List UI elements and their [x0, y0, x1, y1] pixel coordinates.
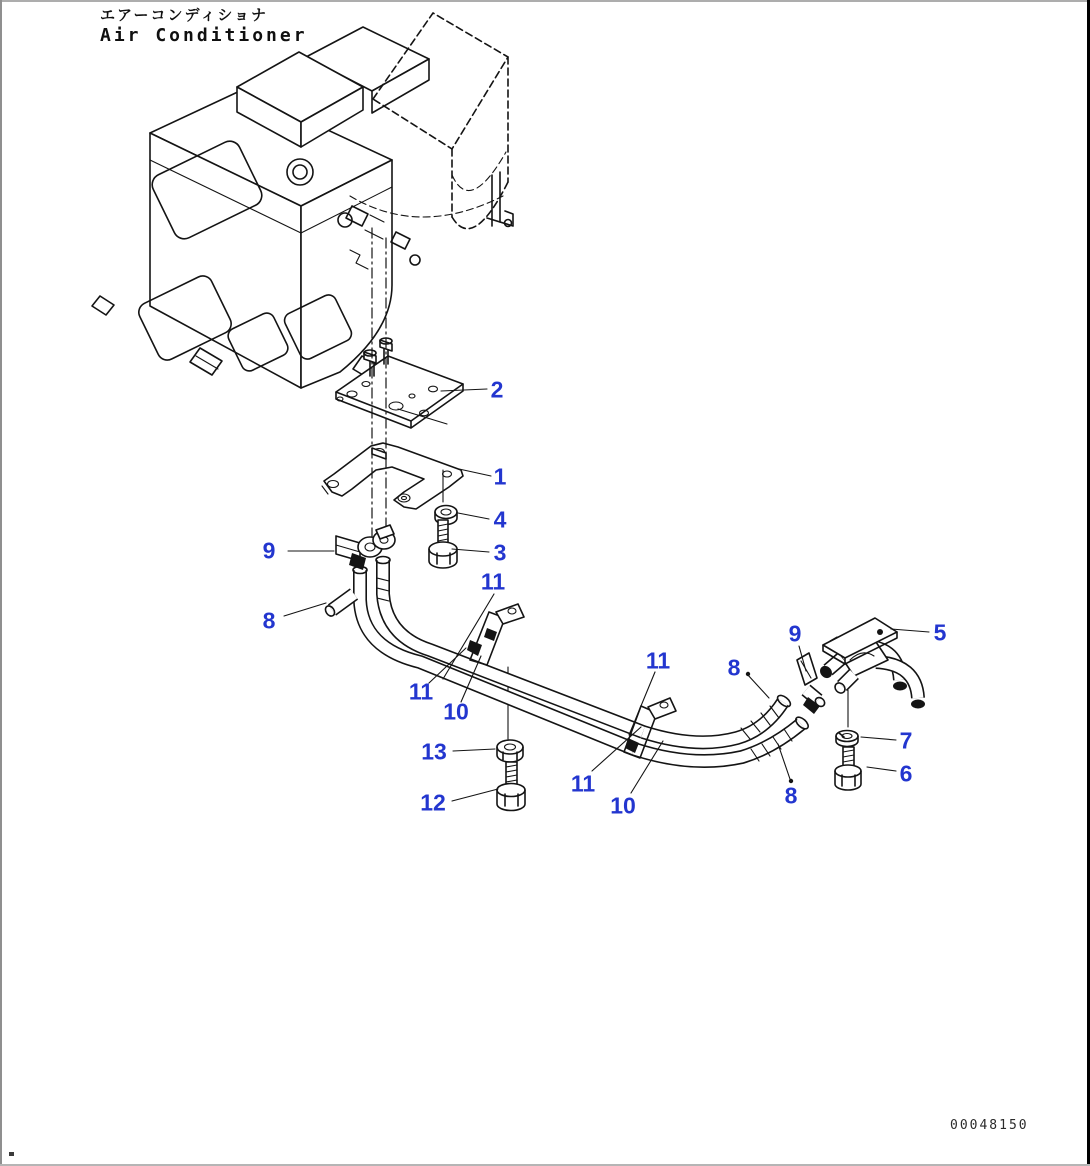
callout-part-5: 5 [933, 619, 947, 646]
callout-part-13: 13 [421, 738, 447, 765]
part-3-bolt [429, 520, 457, 568]
callout-part-10-a: 10 [443, 698, 469, 725]
callout-part-11-c: 11 [645, 647, 671, 674]
callout-part-8-a: 8 [262, 607, 276, 634]
part-1-bracket [322, 443, 463, 509]
callout-part-9-b: 9 [788, 620, 802, 647]
diagram-title-japanese: エアーコンディショナ [100, 6, 269, 24]
callout-part-11-a: 11 [480, 568, 506, 595]
part-6-bolt [835, 747, 861, 790]
callout-part-12: 12 [420, 789, 446, 816]
callout-part-11-d: 11 [570, 770, 596, 797]
part-13-nut [497, 740, 523, 762]
part-9-clamp-right [797, 653, 826, 714]
part-10-11-clamp-band-1 [467, 604, 524, 665]
part-7-washer [836, 731, 858, 747]
callout-part-6: 6 [899, 760, 913, 787]
callout-part-10-b: 10 [610, 792, 636, 819]
callout-part-1: 1 [493, 463, 507, 490]
callout-part-8-c: 8 [784, 782, 798, 809]
callout-part-7: 7 [899, 727, 913, 754]
callout-part-2: 2 [490, 376, 504, 403]
callout-part-11-b: 11 [408, 678, 434, 705]
callout-part-3: 3 [493, 539, 507, 566]
part-5-plate-assembly [818, 618, 925, 709]
diagram-title-english: Air Conditioner [100, 24, 308, 46]
drawing-number: 00048150 [950, 1118, 1029, 1133]
callout-part-9-a: 9 [262, 537, 276, 564]
ac-unit-drawing [92, 13, 513, 388]
part-12-bolt [497, 762, 525, 811]
callout-part-8-b: 8 [727, 654, 741, 681]
callout-part-4: 4 [493, 506, 507, 533]
